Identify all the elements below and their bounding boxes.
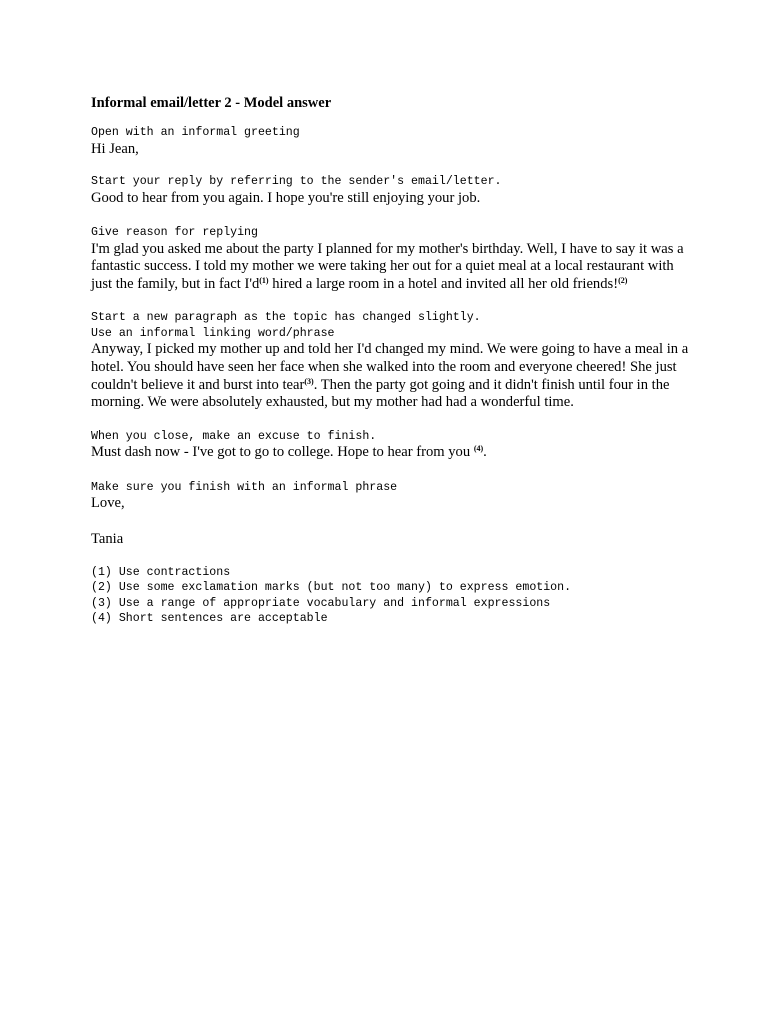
reply-text: Good to hear from you again. I hope you're still enjoying your job. [91, 189, 481, 206]
reply-note: Start your reply by referring to the sender's email/letter. [91, 175, 502, 189]
footnote-item: (2) Use some exclamation marks (but not too many) to express emotion. [91, 581, 572, 595]
footnote-marker-1: (1) [259, 275, 269, 285]
footnote-item: (1) Use contractions [91, 565, 231, 579]
signoff-note: Make sure you finish with an informal phrase [91, 480, 398, 494]
footnotes-list [91, 565, 691, 627]
footnote-item: (4) Short sentences are acceptable [91, 612, 328, 626]
document-title: Informal email/letter 2 - Model answer [91, 95, 332, 111]
reason-text-2: hired a large room in a hotel and invited all her old friends! [268, 275, 619, 292]
document-page [91, 94, 691, 627]
reason-note: Give reason for replying [91, 226, 258, 240]
footnote-marker-3: (3) [304, 376, 314, 386]
greeting: Hi Jean, [91, 140, 139, 157]
story-paragraph [91, 341, 691, 411]
footnote-item: (3) Use a range of appropriate vocabulary and informal expressions [91, 596, 551, 610]
signature: Tania [91, 531, 124, 548]
reason-paragraph [91, 241, 691, 294]
footnote-marker-2: (2) [618, 275, 628, 285]
story-text-2: . Then the party got going and it didn't finish until four in the morning. We were absolutely exhausted, but my mother had had a wonderful time. [91, 376, 670, 411]
paragraph-note-2: Use an informal linking word/phrase [91, 326, 335, 340]
close-text-2: . [483, 444, 487, 461]
close-paragraph [91, 444, 691, 462]
story-text-1: Anyway, I picked my mother up and told her I'd changed my mind. We were going to have a meal in a hotel. You should have seen her face when she walked into the room and everyone cheered! She just couldn't believe it and burst into tear [91, 341, 689, 393]
reason-text-1: I'm glad you asked me about the party I planned for my mother's birthday. Well, I have to say it was a fantastic success. I told my mother we were taking her out for a quiet meal at a local restaurant with just the family, but in fact I'd [91, 240, 684, 292]
greeting-note: Open with an informal greeting [91, 126, 300, 139]
close-note: When you close, make an excuse to finish. [91, 429, 377, 443]
signoff: Love, [91, 495, 125, 512]
footnote-marker-4: (4) [473, 444, 484, 454]
paragraph-note-1: Start a new paragraph as the topic has changed slightly. [91, 311, 481, 325]
close-text-1: Must dash now - I've got to go to college. Hope to hear from you [91, 444, 474, 461]
